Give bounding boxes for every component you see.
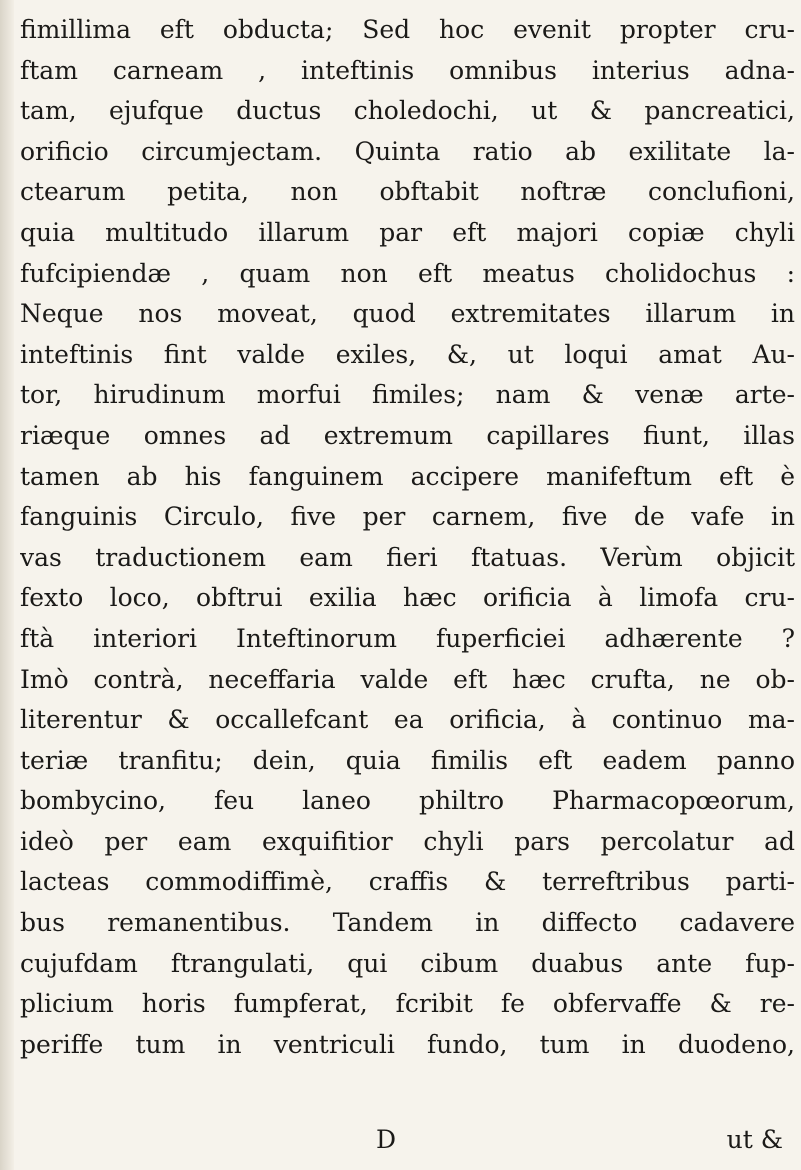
text-line: bombycino, feu laneo philtro Pharmacopœorum, xyxy=(20,786,795,816)
page-gutter-edge xyxy=(0,0,14,1170)
text-line: periffe tum in ventriculi fundo, tum in duodeno, xyxy=(20,1029,795,1059)
text-line: fufcipiendæ , quam non eft meatus cholidochus : xyxy=(20,258,795,288)
text-line: ftam carneam , inteftinis omnibus interius adna- xyxy=(20,55,795,85)
text-line: orificio circumjectam. Quinta ratio ab exilitate la- xyxy=(20,136,795,166)
text-line: Imò contrà, neceffaria valde eft hæc crufta, ne ob- xyxy=(20,664,795,694)
text-line: vas traductionem eam fieri ftatuas. Verùm objicit xyxy=(20,542,795,572)
text-line: Neque nos moveat, quod extremitates illarum in xyxy=(20,299,795,329)
text-line: tor, hirudinum morfui fimiles; nam & venæ arte- xyxy=(20,380,795,410)
text-line: inteftinis fint valde exiles, &, ut loqui amat Au- xyxy=(20,339,795,369)
text-line: cujufdam ftrangulati, qui cibum duabus ante fup- xyxy=(20,948,795,978)
text-line: bus remanentibus. Tandem in diffecto cadavere xyxy=(20,908,795,938)
text-line: tam, ejufque ductus choledochi, ut & pancreatici, xyxy=(20,96,795,126)
body-text xyxy=(20,10,795,1065)
text-line: tamen ab his fanguinem accipere manifeftum eft è xyxy=(20,461,795,491)
text-line: ftà interiori Inteftinorum fuperficiei adhærente ? xyxy=(20,623,795,653)
text-line: ideò per eam exquifitior chyli pars percolatur ad xyxy=(20,826,795,856)
text-line: riæque omnes ad extremum capillares fiunt, illas xyxy=(20,420,795,450)
text-line: teriæ tranfitu; dein, quia fimilis eft eadem panno xyxy=(20,745,795,775)
text-line: fimillima eft obducta; Sed hoc evenit propter cru- xyxy=(20,15,795,44)
text-line: plicium horis fumpferat, fcribit fe obfervaffe & re- xyxy=(20,989,795,1019)
page-footer xyxy=(20,1120,795,1160)
text-line: fanguinis Circulo, five per carnem, five de vafe in xyxy=(20,502,795,532)
text-line: fexto loco, obftrui exilia hæc orificia à limofa cru- xyxy=(20,583,795,613)
signature-mark: D xyxy=(376,1125,397,1154)
catchword: ut & xyxy=(726,1125,783,1154)
text-line: literentur & occallefcant ea orificia, à continuo ma- xyxy=(20,705,795,735)
text-line: quia multitudo illarum par eft majori copiæ chyli xyxy=(20,217,795,247)
text-line: ctearum petita, non obftabit noftræ conclufioni, xyxy=(20,177,795,207)
text-line: lacteas commodiffimè, craffis & terreftribus parti- xyxy=(20,867,795,897)
